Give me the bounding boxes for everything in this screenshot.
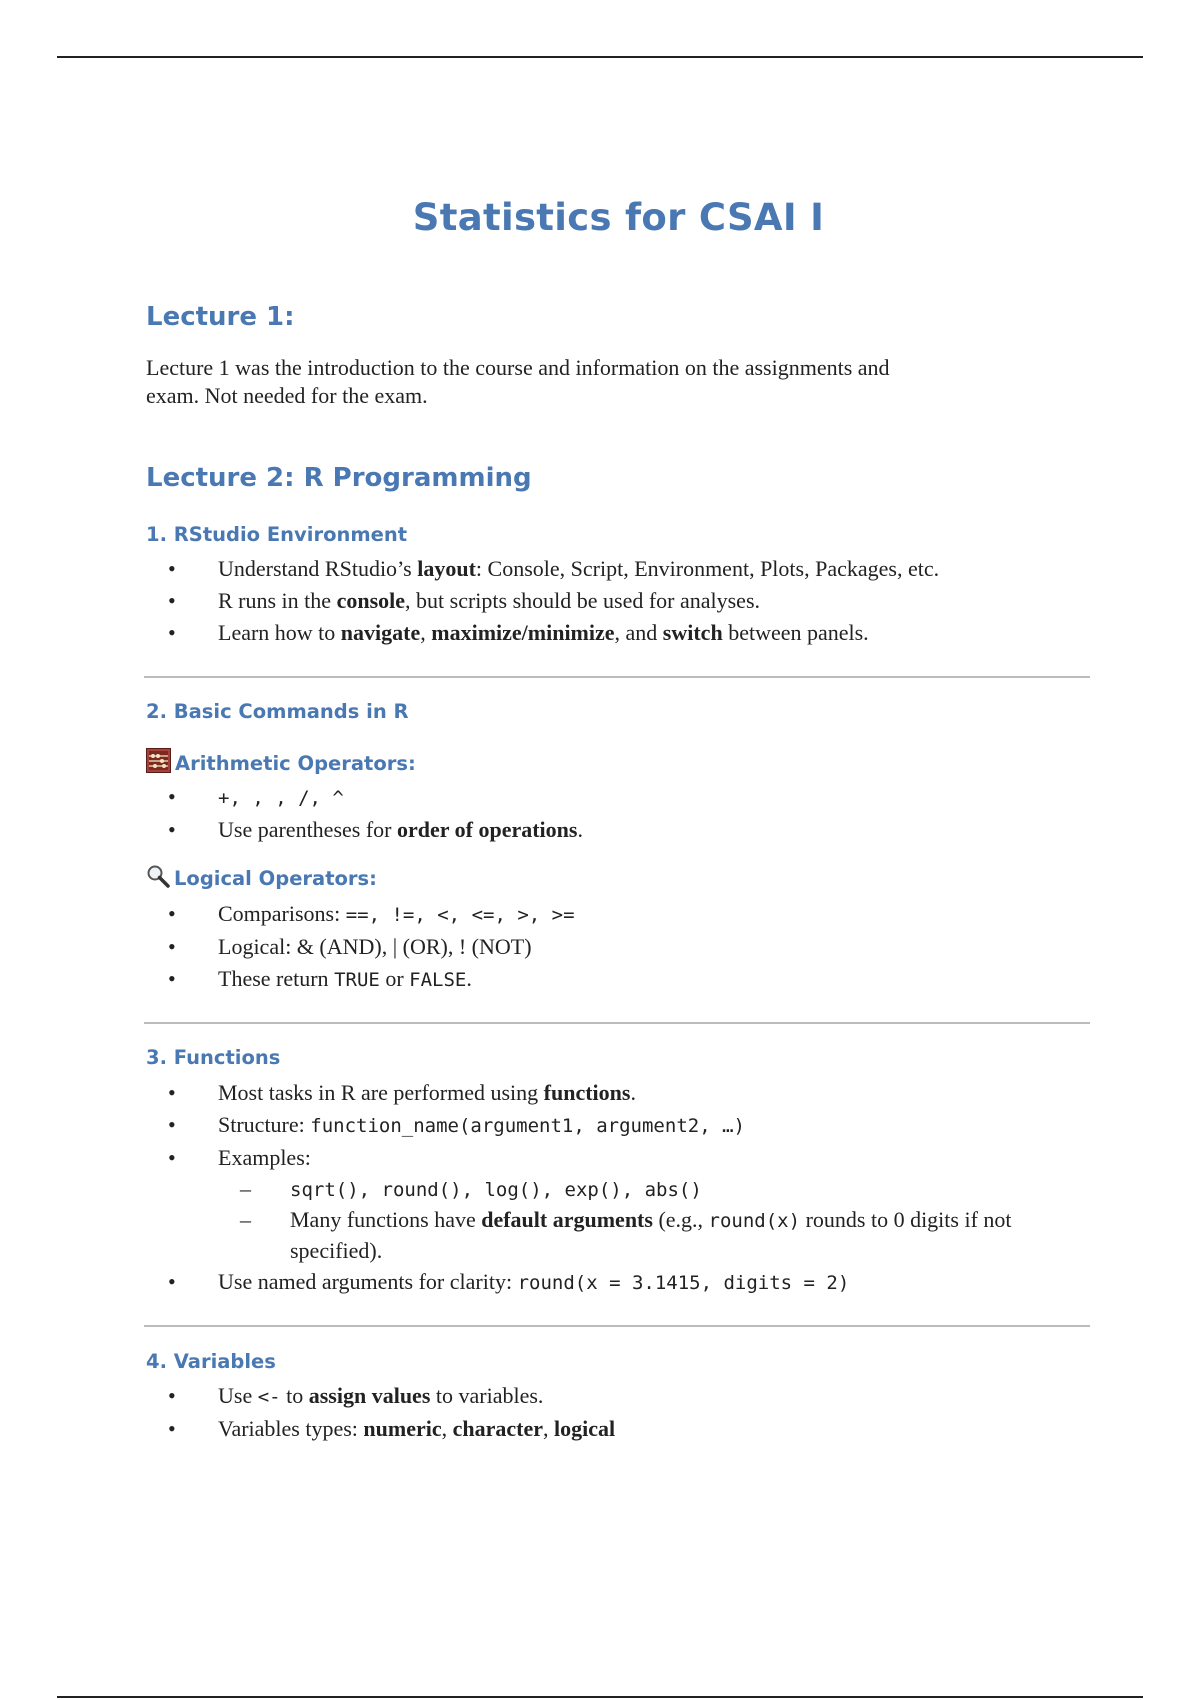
text: Use named arguments for clarity:	[218, 1269, 518, 1294]
section-functions-heading: 3. Functions	[146, 1046, 281, 1069]
bold-text: default arguments	[481, 1207, 653, 1232]
arithmetic-operators-list	[146, 781, 1091, 846]
list-item	[146, 963, 1091, 996]
list-item	[146, 1142, 1091, 1266]
list-item	[146, 617, 1091, 649]
section-divider	[144, 1022, 1090, 1024]
text: Learn how to	[218, 620, 341, 645]
lecture1-line-1: Lecture 1 was the introduction to the course and information on the assignments and	[146, 355, 890, 380]
sub-list-item	[218, 1174, 1091, 1205]
bold-text: switch	[662, 620, 723, 645]
list-item	[146, 1413, 1091, 1445]
bold-text: logical	[554, 1416, 616, 1441]
text: Use	[218, 1383, 258, 1408]
text: Use parentheses for	[218, 817, 397, 842]
bold-text: character	[452, 1416, 543, 1441]
text: ,	[543, 1416, 554, 1441]
bold-text: functions	[543, 1080, 631, 1105]
magnifier-icon	[146, 864, 170, 893]
code-text: round(x)	[708, 1210, 801, 1232]
lecture1-paragraph	[146, 354, 1046, 410]
text: Most tasks in R are performed using	[218, 1080, 544, 1105]
section-divider	[144, 1325, 1090, 1327]
text: to	[280, 1383, 309, 1408]
bold-text: assign values	[308, 1383, 431, 1408]
list-item	[146, 553, 1091, 585]
text: Logical: & (AND), | (OR), ! (NOT)	[218, 934, 532, 959]
abacus-icon	[146, 748, 171, 778]
list-item	[146, 898, 1091, 931]
logical-operators-heading	[146, 864, 377, 893]
text: Many functions have	[290, 1207, 482, 1232]
code-text: TRUE	[334, 969, 380, 991]
list-item	[146, 1077, 1091, 1109]
bold-text: order of operations	[397, 817, 578, 842]
text: Comparisons:	[218, 901, 346, 926]
text: between panels.	[722, 620, 869, 645]
bold-text: numeric	[363, 1416, 442, 1441]
text: rounds to 0 digits if not specified).	[290, 1207, 1012, 1263]
heading-text: Arithmetic Operators:	[175, 752, 416, 775]
lecture2-heading: Lecture 2: R Programming	[146, 463, 532, 493]
list-item	[146, 931, 1091, 963]
text: to variables.	[430, 1383, 544, 1408]
section-rstudio-list	[146, 553, 1091, 649]
sub-list-item	[218, 1205, 1091, 1266]
code-text: function_name(argument1, argument2, …)	[310, 1115, 745, 1137]
text: These return	[218, 966, 335, 991]
text: .	[630, 1080, 636, 1105]
text: or	[379, 966, 410, 991]
code-text: <-	[257, 1386, 281, 1408]
bold-text: navigate	[340, 620, 421, 645]
bold-text: console	[336, 588, 406, 613]
text: .	[577, 817, 583, 842]
section-rstudio-heading: 1. RStudio Environment	[146, 523, 408, 546]
code-text: ==, !=, <, <=, >, >=	[345, 904, 575, 926]
list-item	[146, 1109, 1091, 1142]
text: .	[466, 966, 472, 991]
bold-text: maximize/minimize	[431, 620, 615, 645]
text: ,	[420, 620, 432, 645]
examples-sublist	[218, 1174, 1091, 1266]
text: : Console, Script, Environment, Plots, Packages, etc.	[475, 556, 940, 581]
text: ,	[441, 1416, 453, 1441]
bold-text: layout	[417, 556, 476, 581]
lecture1-heading: Lecture 1:	[146, 302, 295, 332]
text: Structure:	[218, 1112, 311, 1137]
text: Examples:	[218, 1145, 311, 1170]
arithmetic-operators-heading	[146, 748, 416, 778]
page-bottom-rule	[57, 1696, 1143, 1698]
code-text: sqrt(), round(), log(), exp(), abs()	[290, 1179, 702, 1201]
text: Understand RStudio’s	[218, 556, 418, 581]
code-text: FALSE	[409, 969, 467, 991]
section-divider	[144, 676, 1090, 678]
text: , but scripts should be used for analyses.	[405, 588, 761, 613]
section-functions-list	[146, 1077, 1091, 1299]
list-item	[146, 585, 1091, 617]
section-basic-commands-heading: 2. Basic Commands in R	[146, 700, 409, 723]
logical-operators-list	[146, 898, 1091, 996]
list-item	[146, 1266, 1091, 1299]
code-text: round(x = 3.1415, digits = 2)	[517, 1272, 850, 1294]
text: (e.g.,	[652, 1207, 709, 1232]
section-variables-heading: 4. Variables	[146, 1350, 276, 1373]
page-top-rule	[57, 56, 1143, 58]
text: Variables types:	[218, 1416, 364, 1441]
list-item	[146, 814, 1091, 846]
section-variables-list	[146, 1380, 1091, 1445]
text: , and	[614, 620, 663, 645]
list-item	[146, 781, 1091, 814]
list-item	[146, 1380, 1091, 1413]
lecture1-line-2: exam. Not needed for the exam.	[146, 383, 428, 408]
heading-text: Logical Operators:	[174, 867, 377, 890]
text: R runs in the	[218, 588, 337, 613]
page-title: Statistics for CSAI I	[412, 196, 825, 239]
code-text: +, , , /, ^	[218, 787, 344, 809]
